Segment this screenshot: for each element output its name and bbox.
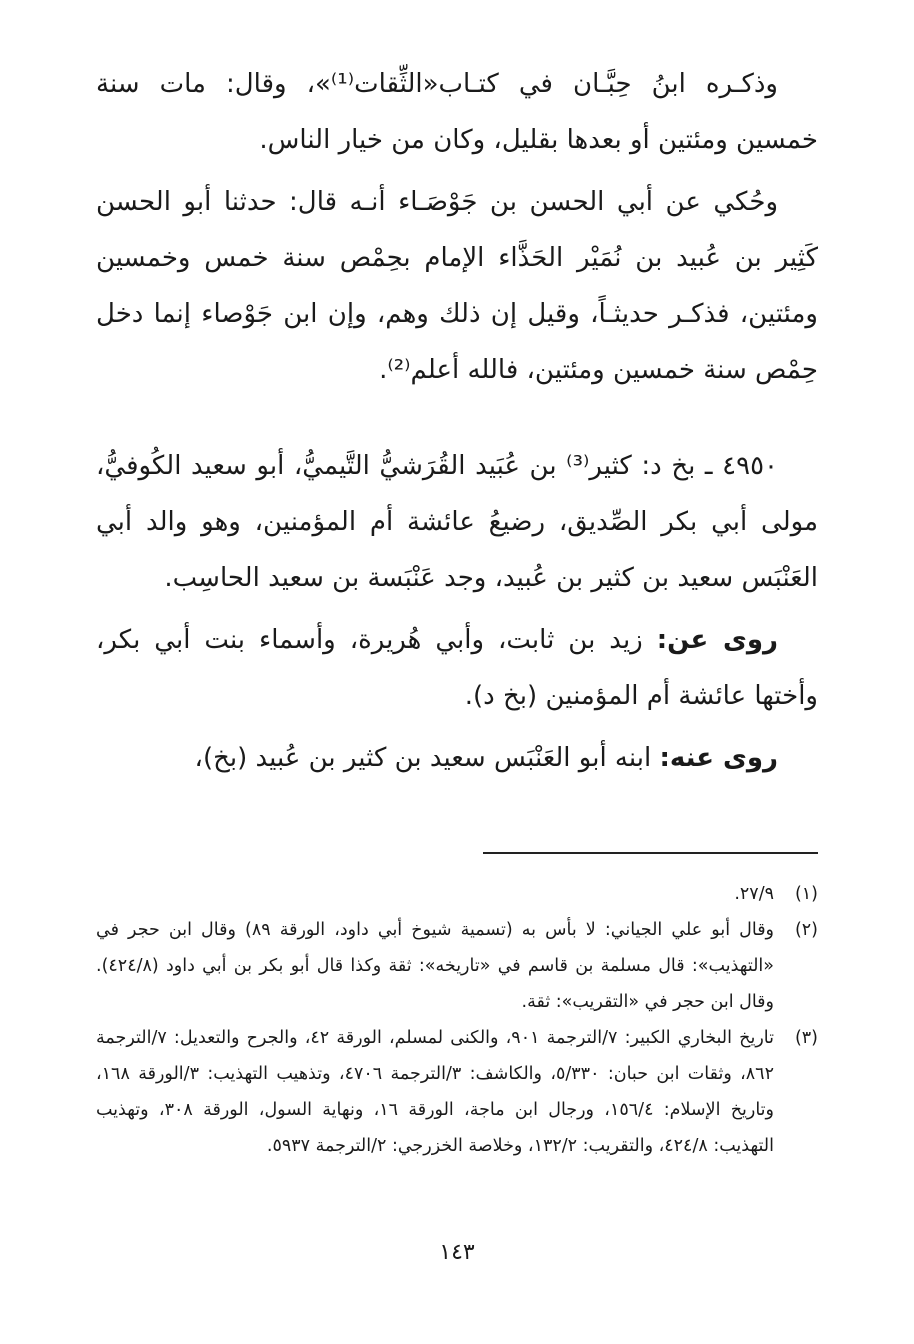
footnote-number: (٣) [794,1028,818,1048]
narrated-by-text: ابنه أبو العَنْبَس سعيد بن كثير بن عُبيد (بخ)، [194,743,652,773]
narrated-from [96,612,818,724]
paragraph-ibn-jawsa: وحُكي عن أبي الحسن بن جَوْصَـاء أنـه قال: حدثنا أبو الحسن كَثِير بن عُبيد بن نُمَيْر الحَذَّاء الإمام بحِمْص سنة خمس وخمسين ومئتين، فذكـر حديثـاً، وقيل إن ذلك وهم، وإن ابن جَوْصاء إنما دخل حِمْص سنة خمسين ومئتين، فالله أعلم⁽²⁾. [96,187,818,385]
page-number: ١٤٣ [439,1240,475,1265]
main-text [96,56,818,792]
paragraph-ibn-hibban: وذكـره ابنُ حِبَّـان في كتـاب«الثِّقات⁽¹⁾»، وقال: مات سنة خمسين ومئتين أو بعدها بقليل، وكان من خيار الناس. [96,69,818,155]
footnote-divider [483,852,818,854]
footnote-number: (١) [794,884,818,904]
footnote-text: وقال أبو علي الجياني: لا بأس به (تسمية شيوخ أبي داود، الورقة ٨٩) وقال ابن حجر في «التهذيب»: قال مسلمة بن قاسم في «تاريخه»: ثقة وكذا قال أبو بكر بن أبي داود (٤٢٤/٨). وقال ابن حجر في «التقريب»: ثقة. [96,920,775,1012]
footnote-3 [96,1020,818,1164]
footnote-text: تاريخ البخاري الكبير: ٧/الترجمة ٩٠١، والكنى لمسلم، الورقة ٤٢، والجرح والتعديل: ٧/الترجمة ٨٦٢، وثقات ابن حبان: ٥/٣٣٠، والكاشف: ٣/الترجمة ٤٧٠٦، وتذهيب التهذيب: ٣/الورقة ١٦٨، وتاريخ الإسلام: ١٥٦/٤، ورجال ابن ماجة، الورقة ١٦، ونهاية السول، الورقة ٣٠٨، وتهذيب التهذيب: ٤٢٤/٨، والتقريب: ١٣٢/٢، وخلاصة الخزرجي: ٢/الترجمة ٥٩٣٧. [96,1028,775,1156]
narrated-from-label: روى عن: [656,625,778,655]
narrated-by [96,730,818,786]
footnote-text: ٢٧/٩. [734,884,774,904]
narrated-by-label: روى عنه: [659,743,778,773]
entry-4950: ٤٩٥٠ ـ بخ د: كثير⁽³⁾ بن عُبَيد القُرَشيُّ التَّيميُّ، أبو سعيد الكُوفيُّ، مولى أبي بكر الصِّديق، رضيعُ عائشة أم المؤمنين، وهو والد أبي العَنْبَس سعيد بن كثير بن عُبيد، وجد عَنْبَسة بن سعيد الحاسِب. [96,451,818,593]
footnote-1 [96,876,818,912]
section-gap [96,404,818,438]
footnote-number: (٢) [794,920,818,940]
footnote-2 [96,912,818,1020]
footnotes [96,876,818,1164]
narrated-from-text: زيد بن ثابت، وأبي هُريرة، وأسماء بنت أبي بكر، وأختها عائشة أم المؤمنين (بخ د). [96,625,818,711]
